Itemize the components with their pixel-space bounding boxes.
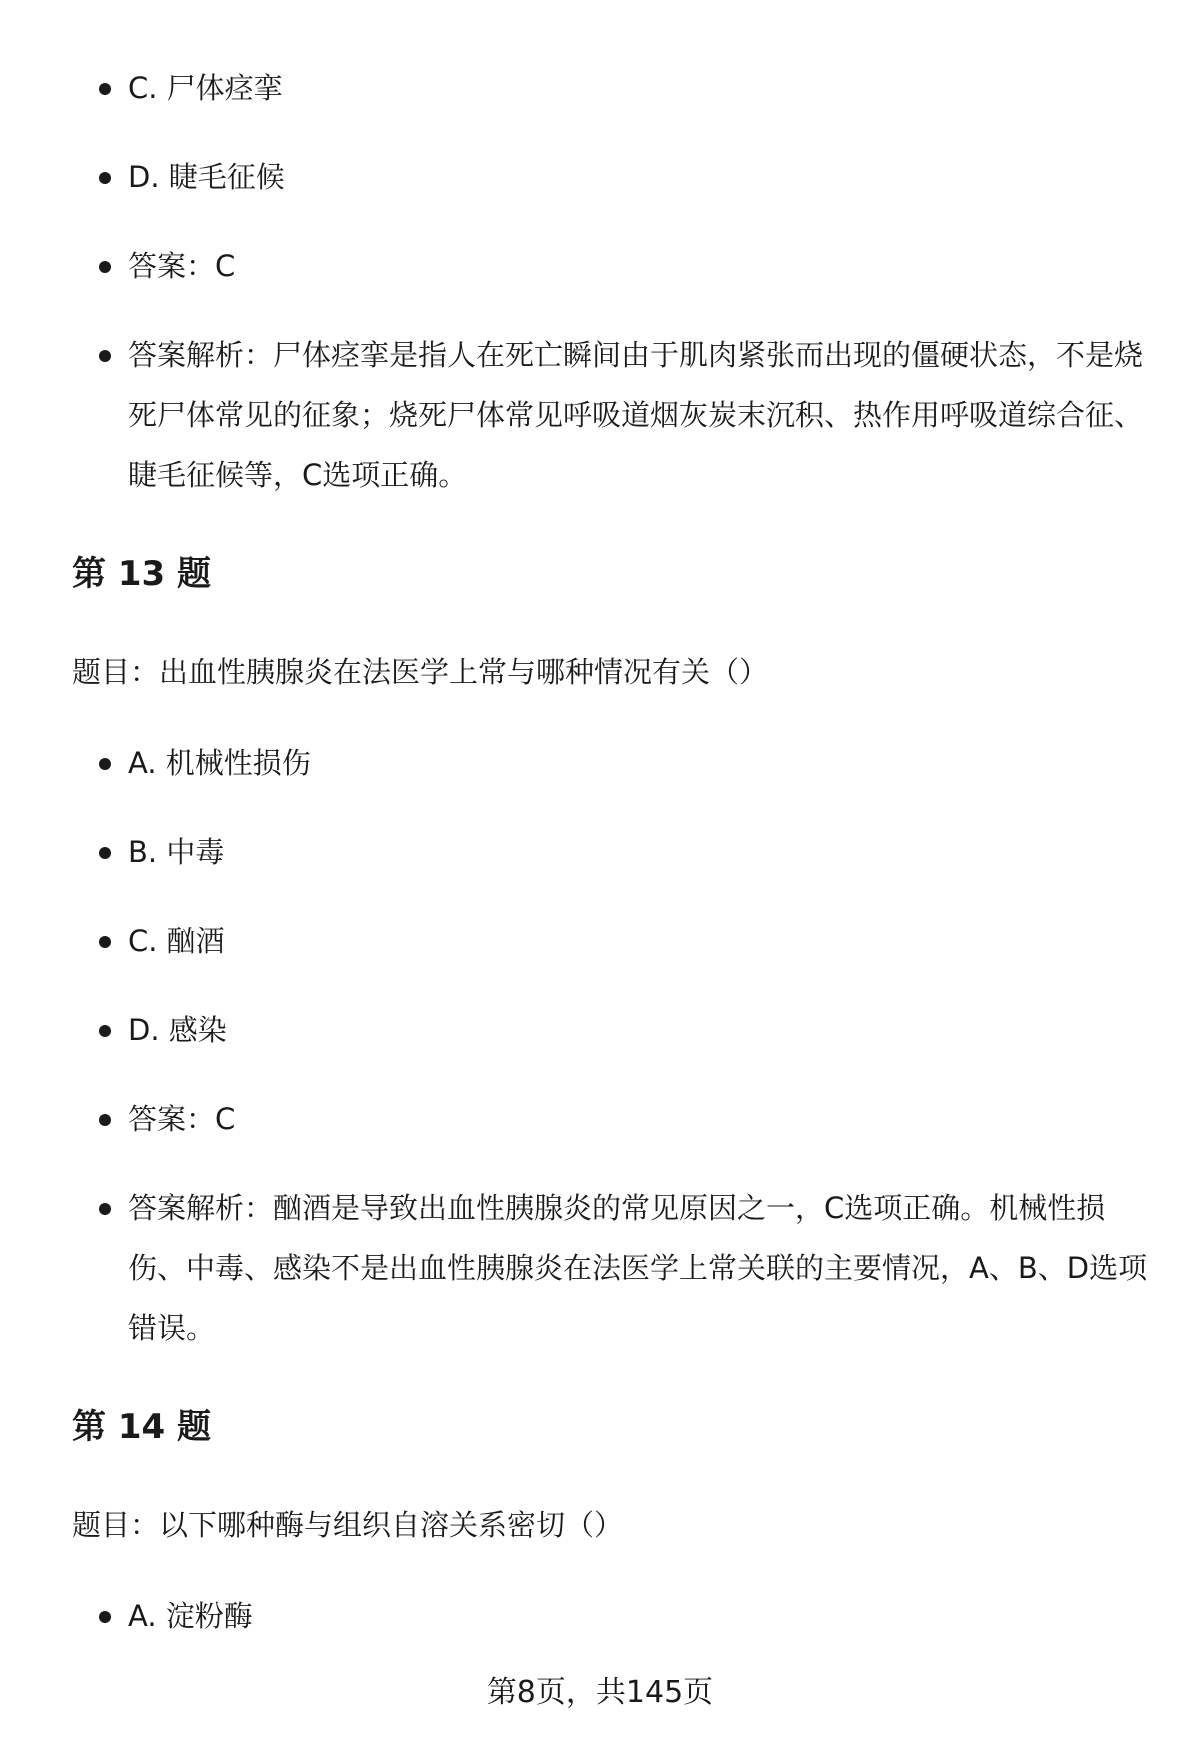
question-heading: 第 14 题 — [72, 1407, 211, 1447]
list-item: A. 淀粉酶 — [128, 1586, 1148, 1646]
analysis-item: 答案解析：酗酒是导致出血性胰腺炎的常见原因之一，C选项正确。机械性损伤、中毒、感染不是出血性胰腺炎在法医学上常关联的主要情况，A、B、D选项错误。 — [128, 1178, 1148, 1358]
list-item: D. 感染 — [128, 1000, 1148, 1060]
list-item: C. 尸体痉挛 — [128, 58, 1148, 118]
list-item: D. 睫毛征候 — [128, 147, 1148, 207]
question-heading: 第 13 题 — [72, 554, 211, 594]
list-item: A. 机械性损伤 — [128, 733, 1148, 793]
question-text: 题目：出血性胰腺炎在法医学上常与哪种情况有关（） — [72, 655, 769, 689]
list-item: B. 中毒 — [128, 822, 1148, 882]
question-text: 题目：以下哪种酶与组织自溶关系密切（） — [72, 1508, 624, 1542]
list-item: C. 酗酒 — [128, 911, 1148, 971]
analysis-item: 答案解析：尸体痉挛是指人在死亡瞬间由于肌肉紧张而出现的僵硬状态，不是烧死尸体常见的征象；烧死尸体常见呼吸道烟灰炭末沉积、热作用呼吸道综合征、睫毛征候等，C选项正确。 — [128, 325, 1148, 505]
page-number: 第8页，共145页 — [486, 1675, 714, 1710]
answer-item: 答案：C — [128, 1089, 1148, 1149]
answer-item: 答案：C — [128, 236, 1148, 296]
